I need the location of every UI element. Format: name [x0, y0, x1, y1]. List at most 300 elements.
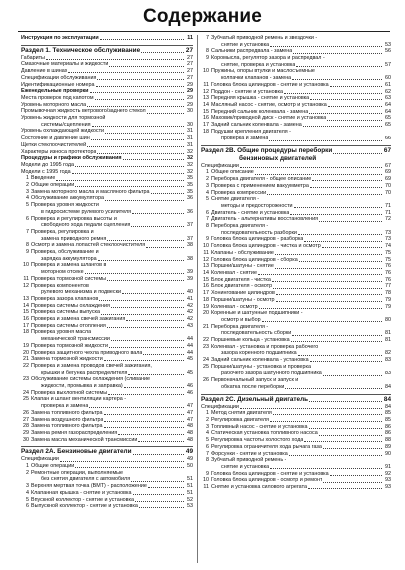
toc-entry	[201, 82, 391, 89]
page-number: 51	[187, 489, 193, 496]
entry-title: Поддон - снятие и установка	[211, 88, 283, 95]
dot-leader	[298, 355, 382, 356]
page-number: 29	[187, 94, 193, 101]
page-number: 75	[385, 256, 391, 263]
entry-title: Хонингование цилиндров	[211, 290, 275, 297]
entry-number: 24	[203, 357, 209, 364]
dot-leader	[131, 481, 184, 482]
entry-title: Верхняя мертвая точка (ВМТ) - расположение	[31, 483, 147, 490]
entry-title: Сальники распредвала - замена	[211, 48, 293, 55]
entry-number: 16	[23, 316, 29, 323]
page-number: 49	[185, 448, 193, 456]
dot-leader	[85, 273, 184, 274]
entry-number: 1	[206, 410, 209, 417]
page-number: 93	[385, 484, 391, 490]
entry-title: Смазочные материалы и жидкости	[21, 61, 109, 68]
page-number: 65	[385, 115, 391, 122]
dot-leader	[275, 254, 382, 255]
entry-number: 9	[206, 55, 209, 62]
toc-entry	[21, 336, 193, 343]
title-rule	[18, 31, 390, 32]
page-number: 64	[385, 108, 391, 115]
page-number: 36	[187, 208, 193, 215]
toc-entry	[21, 390, 193, 397]
toc-entry	[201, 344, 391, 351]
entry-title: Спецификации обслуживания	[21, 74, 97, 81]
entry-number: 23	[23, 376, 29, 383]
page-number: 37	[187, 222, 193, 229]
page-number: 72	[385, 216, 391, 223]
entry-title: Щетки стеклоочистителей	[21, 141, 87, 148]
toc-entry	[21, 356, 193, 363]
entry-title: Снятие и установка силового агрегата	[211, 484, 307, 490]
page-number: 27	[187, 61, 193, 68]
page-number: 31	[187, 135, 193, 142]
toc-entry	[201, 371, 391, 378]
entry-title: Замена топливного фильтра	[31, 409, 103, 416]
toc-entry	[201, 196, 391, 203]
entry-title: Головка блока цилиндров - осмотр и ремонт	[211, 477, 323, 484]
toc-entry	[21, 262, 193, 269]
entry-title: Модели до 1995 года	[21, 161, 75, 168]
entry-title: жидкости, промывка и заправка)	[41, 383, 123, 389]
dot-leader	[104, 427, 184, 428]
entry-number: 19	[203, 303, 209, 310]
entry-number: 13	[203, 263, 209, 270]
toc-entry	[21, 303, 193, 310]
dot-leader	[296, 66, 382, 67]
toc-entry	[21, 95, 193, 102]
toc-entry	[201, 115, 391, 122]
page-number: 32	[187, 155, 193, 162]
toc-entry	[21, 363, 193, 370]
toc-entry	[201, 484, 391, 491]
page-number: 40	[187, 289, 193, 296]
toc-entry	[21, 289, 193, 296]
entry-title: снятие и установка	[221, 463, 270, 470]
page-number: 47	[187, 416, 193, 423]
toc-entry	[21, 222, 193, 229]
entry-title: Проверка уровня жидкости	[31, 202, 99, 209]
dot-leader	[105, 133, 184, 134]
entry-title: Регулировка ограничителя хода рычага газа	[211, 443, 322, 450]
toc-entry	[201, 62, 391, 69]
page-number: 60	[385, 75, 391, 82]
entry-number: 11	[23, 275, 29, 282]
entry-title: Проверка уровня масла	[31, 329, 92, 336]
toc-entry	[201, 216, 391, 223]
dot-leader	[131, 226, 184, 227]
entry-title: Проверка системы охлаждения	[31, 302, 110, 309]
toc-entry	[201, 277, 391, 284]
page-number: 92	[385, 470, 391, 477]
page-number: 86	[385, 430, 391, 437]
entry-title: системы/сцепления	[41, 121, 91, 128]
entry-title: Давление в шинах	[21, 68, 68, 75]
toc-entry	[21, 483, 193, 490]
entry-title: свободного хода педали сцепления	[41, 222, 131, 229]
entry-title: Масляный насос - снятие, осмотр и установка	[211, 101, 327, 108]
toc-entry	[21, 296, 193, 303]
dot-leader	[72, 173, 184, 174]
page-number: 47	[187, 409, 193, 416]
entry-title: Головка блока цилиндров - снятие и установка	[211, 81, 329, 88]
entry-title: Уровень жидкости для тормозной	[21, 115, 106, 122]
dot-leader	[133, 494, 184, 495]
entry-number: 14	[203, 101, 209, 108]
dot-leader	[310, 187, 382, 188]
page-number: 84	[385, 403, 391, 410]
dot-leader	[97, 153, 184, 154]
entry-title: Метод снятия двигателя	[211, 410, 272, 417]
toc-heading	[21, 155, 193, 162]
entry-number: 12	[23, 282, 29, 289]
dot-leader	[148, 487, 184, 488]
page-number: 42	[187, 309, 193, 316]
page-number: 77	[385, 283, 391, 290]
entry-number: 2	[206, 176, 209, 183]
entry-number: 11	[203, 81, 209, 88]
entry-title: Зубчатый приводной ремень и звездочки -	[211, 35, 318, 41]
entry-number: 6	[206, 209, 209, 216]
entry-title: зазора коренного подшипника	[221, 350, 297, 357]
page-number: 42	[187, 302, 193, 309]
entry-title: Обслуживание системы охлаждения (сливание	[31, 376, 150, 383]
dot-leader	[292, 79, 382, 80]
toc-entry	[21, 350, 193, 357]
toc-right-column	[201, 35, 391, 491]
dot-leader	[133, 454, 184, 455]
entry-title: рабочего зазора шатунного подшипника	[221, 370, 322, 377]
entry-number: 3	[26, 188, 29, 195]
page-number: 90	[385, 450, 391, 457]
entry-title: Замена масла механической трансмиссии	[31, 436, 138, 443]
page-number: 83	[385, 357, 391, 364]
dot-leader	[276, 301, 383, 302]
dot-leader	[96, 86, 185, 87]
entry-title: Маховик/приводной диск - снятие и установка	[211, 115, 327, 122]
toc-entry	[21, 135, 193, 142]
entry-number: 2	[206, 416, 209, 423]
entry-title: Коренные и шатунные подшипники -	[211, 310, 303, 317]
entry-number: 29	[23, 429, 29, 436]
toc-entry	[21, 343, 193, 350]
dot-leader	[294, 207, 382, 208]
toc-entry	[21, 209, 193, 216]
page-number: 85	[385, 416, 391, 423]
entry-number: 8	[206, 457, 209, 464]
toc-entry	[21, 75, 193, 82]
entry-title: Коленвал - установка и проверка рабочего	[211, 343, 319, 350]
section-heading	[21, 446, 193, 456]
entry-title: Проверка компрессии	[211, 189, 267, 196]
dot-leader	[262, 321, 382, 322]
dot-leader	[275, 268, 382, 269]
dot-leader	[75, 166, 184, 167]
page-number: 53	[187, 503, 193, 510]
page-number: 27	[187, 74, 193, 81]
toc-entry	[21, 430, 193, 437]
page-number: 84	[383, 395, 391, 403]
page-number: 78	[385, 290, 391, 297]
entry-number: 3	[206, 182, 209, 189]
entry-title: Еженедельные проверки	[21, 88, 89, 95]
page-number: 35	[187, 188, 193, 195]
entry-number: 11	[203, 249, 209, 256]
page-number: 70	[385, 189, 391, 196]
entry-title: Спецификации	[201, 162, 239, 169]
entry-title: Выпускной коллектор - снятие и установка	[31, 503, 138, 510]
entry-title: проверка и замена	[41, 403, 89, 410]
dot-leader	[323, 448, 382, 449]
entry-number: 14	[23, 302, 29, 309]
toc-entry	[21, 490, 193, 497]
dot-leader	[75, 186, 184, 187]
entry-number: 7	[26, 228, 29, 235]
entry-number: 5	[26, 496, 29, 503]
toc-entry	[21, 55, 193, 62]
page-number: 44	[187, 336, 193, 343]
dot-leader	[330, 86, 382, 87]
dot-leader	[330, 475, 382, 476]
toc-entry	[21, 503, 193, 510]
dot-leader	[135, 501, 184, 502]
dot-leader	[98, 260, 184, 261]
dot-leader	[270, 468, 382, 469]
toc-entry	[21, 122, 193, 129]
page-number: 79	[385, 296, 391, 303]
entry-number: 18	[23, 329, 29, 336]
dot-leader	[124, 387, 184, 388]
dot-leader	[118, 434, 184, 435]
entry-number: 10	[203, 243, 209, 250]
dot-leader	[240, 167, 382, 168]
toc-entry	[201, 337, 391, 344]
toc-entry	[21, 195, 193, 202]
dot-leader	[323, 375, 382, 376]
entry-title: Раздел 2А. Бензиновые двигатели	[21, 448, 132, 456]
entry-number: 15	[203, 276, 209, 283]
entry-number: 26	[203, 377, 209, 384]
entry-number: 8	[206, 48, 209, 55]
entry-title: Замена топливного фильтра	[31, 423, 103, 430]
entry-title: Раздел 2В. Общие процедуры переборки	[201, 147, 333, 155]
dot-leader	[304, 441, 382, 442]
entry-title: Осмотр и замена лопастей стеклоочистителя	[31, 242, 146, 249]
dot-leader	[303, 126, 382, 127]
page-number: 39	[187, 275, 193, 282]
page-number: 51	[187, 483, 193, 490]
toc-entry	[201, 210, 391, 217]
entry-number: 1	[206, 169, 209, 176]
toc-entry	[201, 451, 391, 458]
entry-number: 4	[206, 430, 209, 437]
dot-leader	[308, 488, 382, 489]
dot-leader	[68, 72, 184, 73]
entry-number: 6	[206, 443, 209, 450]
toc-entry	[201, 48, 391, 55]
entry-number: 14	[203, 270, 209, 276]
dot-leader	[60, 461, 184, 462]
entry-title: Проверка и замена шлангов в	[31, 262, 107, 269]
dot-leader	[267, 194, 382, 195]
dot-leader	[123, 159, 184, 160]
toc-entry	[201, 203, 391, 210]
entry-title: Спецификации	[21, 456, 59, 463]
page-number: 76	[385, 263, 391, 270]
entry-title: Замена воздушного фильтра	[31, 416, 104, 423]
entry-title: Проверка системы отопления	[31, 322, 106, 329]
toc-entry	[201, 417, 391, 424]
page-number: 50	[187, 463, 193, 470]
entry-number: 8	[206, 223, 209, 230]
entry-number: 3	[206, 423, 209, 430]
toc-entry	[21, 383, 193, 390]
toc-entry	[21, 242, 193, 249]
dot-leader	[97, 79, 184, 80]
entry-number: 16	[203, 115, 209, 122]
dot-leader	[104, 421, 184, 422]
toc-entry	[21, 108, 193, 115]
page-number: 84	[385, 383, 391, 390]
entry-title: Поршни/шатуны - осмотр	[211, 296, 275, 303]
toc-entry	[201, 109, 391, 116]
page-number: 75	[385, 249, 391, 256]
toc-entry	[201, 437, 391, 444]
dot-leader	[147, 113, 184, 114]
dot-leader	[299, 261, 382, 262]
entry-number: 21	[23, 356, 29, 363]
toc-entry	[21, 417, 193, 424]
toc-heading	[21, 88, 193, 95]
dot-leader	[151, 193, 184, 194]
entry-number: 7	[206, 216, 209, 223]
entry-number: 15	[23, 309, 29, 316]
toc-entry	[201, 457, 391, 464]
toc-entry	[21, 437, 193, 444]
toc-entry	[21, 68, 193, 75]
toc-left-column	[21, 35, 193, 510]
dot-leader	[309, 401, 382, 402]
toc-entry	[201, 317, 391, 324]
toc-entry	[201, 169, 391, 176]
entry-number: 24	[23, 389, 29, 396]
entry-number: 18	[203, 128, 209, 135]
dot-leader	[99, 300, 184, 301]
entry-title: Пружины, опоры втулки и маслосъемные	[211, 68, 315, 75]
toc-entry	[21, 403, 193, 410]
page-number: 57	[385, 61, 391, 68]
entry-title: Коленвал - осмотр	[211, 303, 258, 310]
page-number: 53	[385, 41, 391, 48]
page-number: 45	[187, 369, 193, 376]
entry-number: 11	[203, 484, 209, 490]
page-number: 48	[187, 429, 193, 436]
dot-leader	[46, 59, 184, 60]
entry-title: Подушки крепления двигателя -	[211, 128, 291, 135]
entry-number: 6	[26, 215, 29, 222]
toc-entry	[201, 410, 391, 417]
toc-entry	[21, 82, 193, 89]
page-number: 69	[385, 169, 391, 176]
page-number: 69	[385, 176, 391, 183]
page-number: 71	[385, 209, 391, 216]
entry-title: Уровень моторного масла	[21, 101, 87, 108]
toc-entry	[21, 323, 193, 330]
entry-title: Замена тормозной жидкости	[31, 356, 103, 363]
toc-entry	[201, 129, 391, 136]
page-number: 64	[385, 101, 391, 108]
column-divider	[197, 35, 198, 563]
toc-entry	[201, 223, 391, 230]
entry-number: 1	[26, 175, 29, 182]
toc-entry	[201, 236, 391, 243]
entry-title: Промывочная жидкость ветрового/заднего стекол	[21, 108, 146, 115]
toc-entry	[21, 463, 193, 470]
entry-title: Поршневые кольца - установка	[211, 337, 290, 343]
entry-number: 13	[23, 295, 29, 302]
entry-number: 25	[23, 396, 29, 403]
entry-title: проверка и замена	[221, 135, 269, 142]
toc-entry	[21, 456, 193, 463]
page-number: 37	[187, 235, 193, 242]
entry-title: Общие операции	[31, 463, 75, 470]
toc-entry	[201, 42, 391, 49]
toc-entry	[201, 190, 391, 197]
entry-title: Задний сальник коленвала - установка	[211, 357, 309, 364]
dot-leader	[107, 327, 184, 328]
entry-number: 1	[26, 463, 29, 470]
page-number: 81	[385, 330, 391, 337]
dot-leader	[310, 361, 382, 362]
toc-entry	[201, 55, 391, 62]
dot-leader	[290, 214, 382, 215]
toc-entry	[21, 470, 193, 477]
dot-leader	[284, 93, 382, 94]
entry-title: Процедуры и графики обслуживания	[21, 155, 122, 162]
toc-entry	[21, 283, 193, 290]
toc-entry	[201, 163, 391, 170]
dot-leader	[104, 360, 184, 361]
entry-title: Инструкция по эксплуатации	[21, 35, 99, 41]
toc-entry	[201, 89, 391, 96]
page-number: 80	[385, 316, 391, 323]
page-number: 76	[385, 270, 391, 276]
toc-entry	[201, 424, 391, 431]
toc-entry	[201, 330, 391, 337]
toc-entry	[21, 249, 193, 256]
dot-leader	[111, 307, 184, 308]
entry-title: Головка блока цилиндров - разборка	[211, 236, 304, 243]
dot-leader	[141, 52, 184, 53]
entry-title: Задний сальник коленвала - замена	[211, 122, 302, 129]
toc-entry	[201, 324, 391, 331]
entry-title: Передняя крышка - снятие и установка	[211, 95, 310, 102]
toc-entry	[201, 250, 391, 257]
dot-leader	[91, 139, 184, 140]
entry-title: Блок двигателя - чистка	[211, 276, 271, 283]
page-number: 42	[187, 316, 193, 323]
entry-title: Раздел 1. Техническое обслуживание	[21, 46, 141, 54]
toc-entry	[21, 476, 193, 483]
entry-title: Обслуживание аккумулятора	[31, 195, 104, 202]
entry-number: 7	[206, 35, 209, 41]
toc-entry	[201, 257, 391, 264]
dot-leader	[258, 274, 382, 275]
page-number: 71	[385, 203, 391, 209]
entry-title: Двигатель - снятие и установка	[211, 209, 290, 216]
toc-entry	[201, 290, 391, 297]
